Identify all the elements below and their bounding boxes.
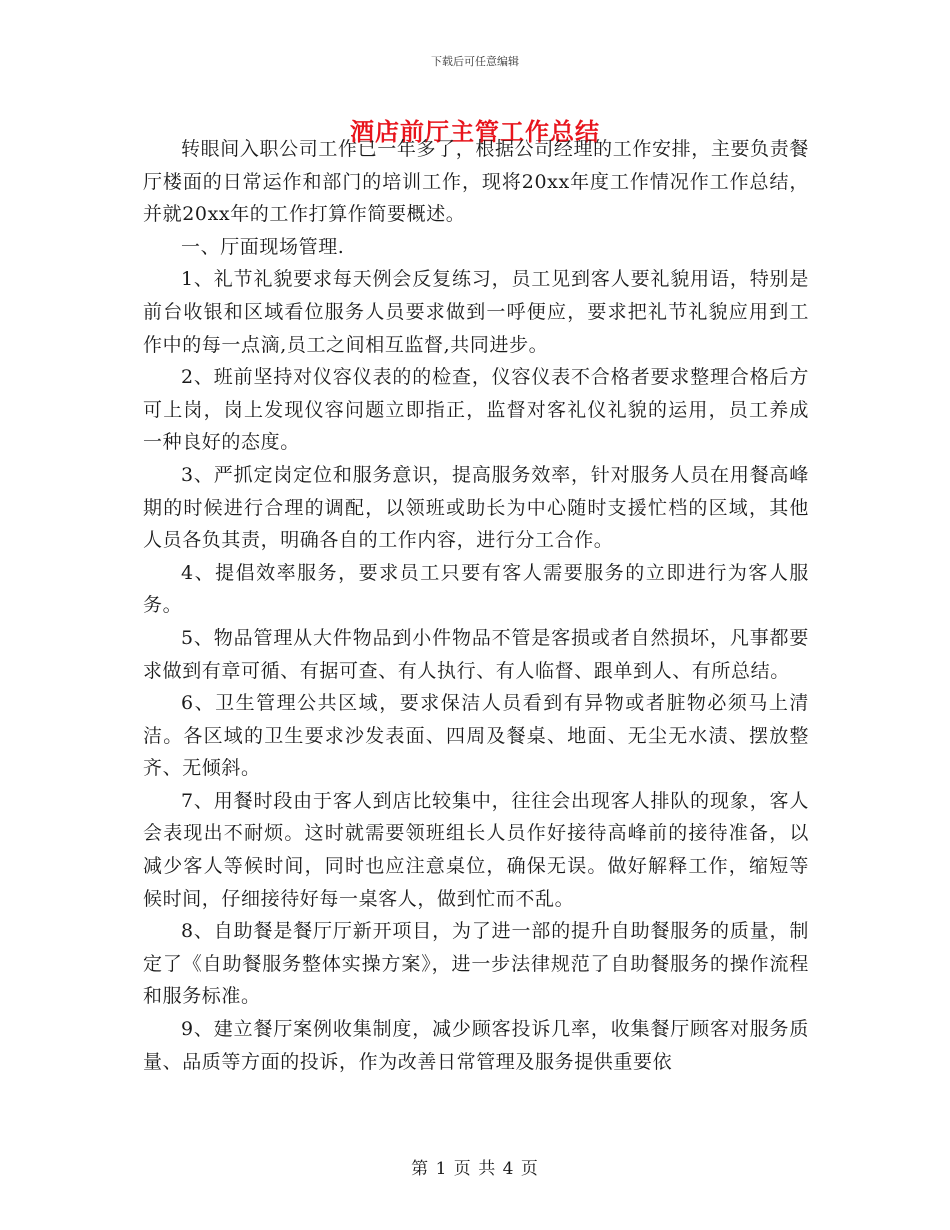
document-body xyxy=(143,133,809,1078)
paragraph-item-2: 2、班前坚持对仪容仪表的的检查，仪容仪表不合格者要求整理合格后方可上岗，岗上发现仪容问题立即指正，监督对客礼仪礼貌的运用，员工养成一种良好的态度。 xyxy=(143,366,809,454)
page-number-footer: 第 1 页 共 4 页 xyxy=(411,1159,539,1179)
page-header-note: 下载后可任意编辑 xyxy=(431,55,519,68)
paragraph-item-4: 4、提倡效率服务，要求员工只要有客人需要服务的立即进行为客人服务。 xyxy=(143,561,809,617)
paragraph-intro: 转眼间入职公司工作已一年多了，根据公司经理的工作安排，主要负责餐厅楼面的日常运作和部门的培训工作，现将20xx年度工作情况作工作总结，并就20xx年的工作打算作简要概述。 xyxy=(143,138,809,226)
paragraph-item-6: 6、卫生管理公共区域，要求保洁人员看到有异物或者脏物必须马上清洁。各区域的卫生要求沙发表面、四周及餐桌、地面、无尘无水渍、摆放整齐、无倾斜。 xyxy=(143,692,809,780)
paragraph-item-9: 9、建立餐厅案例收集制度，减少顾客投诉几率，收集餐厅顾客对服务质量、品质等方面的投诉，作为改善日常管理及服务提供重要依 xyxy=(143,1018,809,1073)
paragraph-item-3: 3、严抓定岗定位和服务意识，提高服务效率，针对服务人员在用餐高峰期的时候进行合理的调配，以领班或助长为中心随时支援忙档的区域，其他人员各负其责，明确各自的工作内容，进行分工合作。 xyxy=(143,463,809,552)
paragraph-item-5: 5、物品管理从大件物品到小件物品不管是客损或者自然损坏，凡事都要求做到有章可循、有据可查、有人执行、有人临督、跟单到人、有所总结。 xyxy=(143,626,809,682)
paragraph-item-1: 1、礼节礼貌要求每天例会反复练习，员工见到客人要礼貌用语，特别是前台收银和区域看位服务人员要求做到一呼便应，要求把礼节礼貌应用到工作中的每一点滴,员工之间相互监督,共同进步。 xyxy=(143,268,809,356)
section-heading: 一、厅面现场管理. xyxy=(181,235,345,258)
paragraph-item-7: 7、用餐时段由于客人到店比较集中，往往会出现客人排队的现象，客人会表现出不耐烦。这时就需要领班组长人员作好接待高峰前的接待准备，以减少客人等候时间，同时也应注意桌位，确保无误。做好解释工作，缩短等候时间，仔细接待好每一桌客人，做到忙而不乱。 xyxy=(143,789,809,910)
paragraph-item-8: 8、自助餐是餐厅厅新开项目，为了进一部的提升自助餐服务的质量，制定了《自助餐服务整体实操方案》，进一步法律规范了自助餐服务的操作流程和服务标准。 xyxy=(143,920,809,1008)
document-title: 酒店前厅主管工作总结 xyxy=(350,117,600,146)
